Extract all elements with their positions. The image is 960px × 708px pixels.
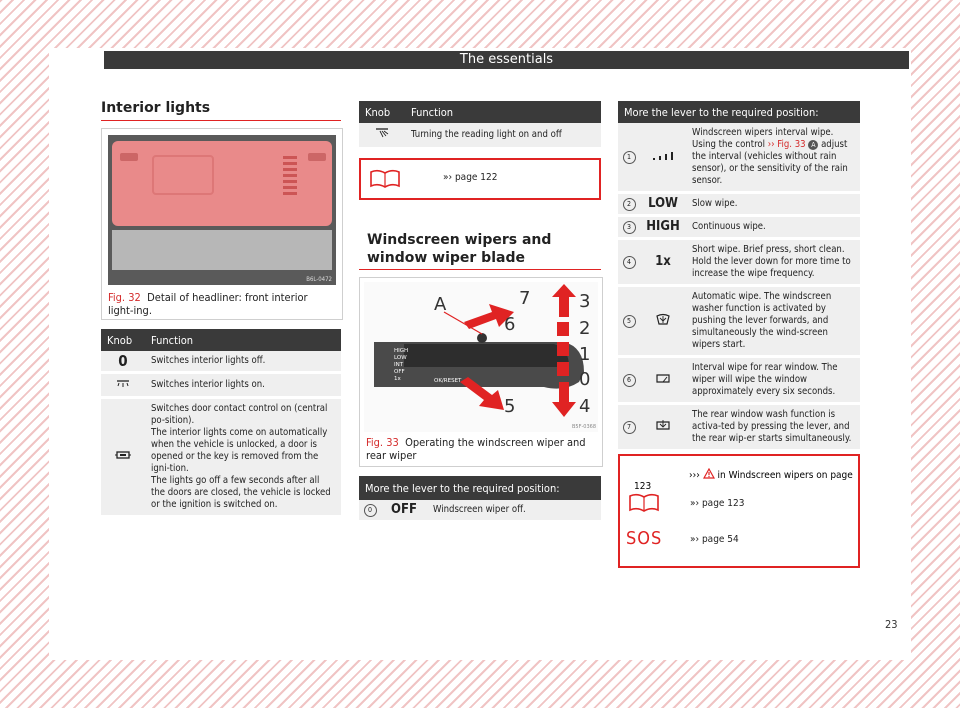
position-circle: 4 bbox=[623, 256, 636, 269]
col-knob-header: Knob bbox=[101, 329, 145, 351]
lever-position-table-0 bbox=[359, 476, 601, 523]
callout-1: 1 bbox=[579, 344, 591, 365]
figure-caption bbox=[108, 291, 336, 317]
stalk-label-high: HIGH bbox=[394, 348, 409, 354]
position-number bbox=[618, 239, 640, 286]
high-icon: HIGH bbox=[640, 216, 686, 239]
stalk-label-int: INT bbox=[394, 362, 404, 368]
page-ref-text: page 123 bbox=[701, 498, 745, 509]
table-row bbox=[101, 373, 341, 398]
low-icon: LOW bbox=[640, 193, 686, 216]
lever-table-header: More the lever to the required position: bbox=[618, 101, 860, 123]
warning-ref-text: in Windscreen wipers on page 123 bbox=[634, 470, 853, 492]
col-knob-header: Knob bbox=[359, 101, 405, 123]
page bbox=[49, 48, 911, 660]
position-number bbox=[618, 193, 640, 216]
caption-text: Operating the windscreen wiper and rear wiper bbox=[366, 436, 586, 462]
callout-2: 2 bbox=[579, 318, 591, 339]
row-text-part: adjust the interval (vehicles without rain sensor), or the sensitivity of the rain sensor. bbox=[692, 139, 848, 186]
lever-position-table bbox=[618, 101, 860, 452]
row-text: Switches interior lights on. bbox=[145, 373, 341, 398]
caption-fig-label: Fig. 32 bbox=[108, 291, 141, 304]
callout-badge: A bbox=[808, 140, 818, 150]
position-circle: 2 bbox=[623, 198, 636, 211]
row-text-part: Windscreen wipers interval wipe. Using the control bbox=[692, 127, 834, 150]
position-number bbox=[618, 286, 640, 357]
wiper-stalk-diagram bbox=[364, 282, 598, 432]
image-code: B5F-0368 bbox=[572, 424, 597, 430]
page-number: 23 bbox=[885, 618, 898, 631]
row-text: Continuous wipe. bbox=[686, 216, 860, 239]
sos-ref-link[interactable]: »› page 54 bbox=[690, 534, 739, 545]
row-text: The rear window wash function is activa-ted by pressing the lever, and the rear wip-er starts simultaneously. bbox=[686, 404, 860, 451]
washer-icon bbox=[640, 286, 686, 357]
table-row bbox=[618, 286, 860, 357]
section-divider bbox=[101, 120, 341, 121]
section-title-interior-lights: Interior lights bbox=[101, 100, 211, 116]
page-ref-text: page 122 bbox=[454, 172, 498, 183]
stalk-ok-reset: OK/RESET bbox=[434, 378, 462, 384]
section-title-wipers: Windscreen wipers and window wiper blade bbox=[367, 232, 552, 266]
stalk-label-low: LOW bbox=[394, 355, 407, 361]
single-wipe-icon: 1x bbox=[640, 239, 686, 286]
warning-icon bbox=[703, 468, 715, 479]
col-function-header: Function bbox=[145, 329, 341, 351]
book-icon bbox=[628, 492, 662, 514]
interior-light-icon bbox=[101, 373, 145, 398]
position-number bbox=[618, 357, 640, 404]
row-text: Automatic wipe. The windscreen washer function is activated by pushing the lever forwards, and simultaneously the wind-screen wipers start. bbox=[686, 286, 860, 357]
position-circle: 6 bbox=[623, 374, 636, 387]
callout-A: A bbox=[434, 294, 447, 315]
off-icon: OFF bbox=[381, 500, 427, 522]
callout-7: 7 bbox=[519, 288, 531, 309]
caption-text: Detail of headliner: front interior light-ing. bbox=[108, 291, 308, 317]
rear-wiper-icon bbox=[640, 357, 686, 404]
section-divider bbox=[359, 269, 601, 270]
headliner-photo bbox=[108, 135, 336, 285]
page-reference-box bbox=[359, 158, 601, 200]
image-code: B6L-0472 bbox=[306, 276, 332, 283]
warning-ref[interactable]: ››› in Windscreen wipers on page 123 bbox=[634, 470, 853, 492]
callout-5: 5 bbox=[504, 396, 516, 417]
callout-0: 0 bbox=[579, 369, 591, 390]
references-box bbox=[618, 454, 860, 568]
table-row bbox=[618, 193, 860, 216]
zero-icon: 0 bbox=[101, 351, 145, 373]
table-row bbox=[359, 123, 601, 149]
interval-icon bbox=[640, 123, 686, 193]
table-row bbox=[359, 500, 601, 522]
figure-33 bbox=[359, 277, 603, 467]
position-circle: 0 bbox=[364, 504, 377, 517]
row-text: Switches door contact control on (central po-sition). The interior lights come on automatically when the vehicle is unlocked, a door is opened or the key is removed from the igni-tion. The lights go off a few seconds after all the doors are closed, the vehicle is locked or the ignition is switched on. bbox=[145, 398, 341, 517]
col-function-header: Function bbox=[405, 101, 601, 123]
header-title: The essentials bbox=[104, 51, 909, 69]
table-row bbox=[618, 239, 860, 286]
reading-light-icon bbox=[359, 123, 405, 149]
position-circle: 7 bbox=[623, 421, 636, 434]
book-icon bbox=[369, 168, 403, 190]
row-text: Short wipe. Brief press, short clean. Hold the lever down for more time to increase the wipe frequency. bbox=[686, 239, 860, 286]
table-row bbox=[618, 404, 860, 451]
row-text: Turning the reading light on and off bbox=[405, 123, 601, 149]
row-text: Windscreen wiper off. bbox=[427, 500, 601, 522]
row-text: Interval wipe for rear window. The wiper will wipe the window approximately every six seconds. bbox=[686, 357, 860, 404]
table-row bbox=[101, 398, 341, 517]
position-number bbox=[618, 123, 640, 193]
rear-washer-icon bbox=[640, 404, 686, 451]
row-text bbox=[686, 123, 860, 193]
reading-light-table bbox=[359, 101, 601, 150]
table-row bbox=[618, 216, 860, 239]
position-circle: 5 bbox=[623, 315, 636, 328]
position-circle: 3 bbox=[623, 221, 636, 234]
sos-ref-text: page 54 bbox=[701, 534, 739, 545]
position-number bbox=[618, 216, 640, 239]
table-row bbox=[101, 351, 341, 373]
table-row bbox=[618, 123, 860, 193]
fig-ref-text: Fig. 33 bbox=[777, 139, 806, 150]
row-text: Switches interior lights off. bbox=[145, 351, 341, 373]
caption-fig-label: Fig. 33 bbox=[366, 436, 399, 449]
door-contact-icon bbox=[101, 398, 145, 517]
position-number bbox=[359, 500, 381, 522]
lever-table-header: More the lever to the required position: bbox=[359, 476, 601, 500]
position-number bbox=[618, 404, 640, 451]
stalk-label-1x: 1x bbox=[394, 376, 401, 382]
callout-3: 3 bbox=[579, 291, 591, 312]
page-ref-link[interactable]: »› page 122 bbox=[443, 172, 498, 183]
row-text: Slow wipe. bbox=[686, 193, 860, 216]
callout-6: 6 bbox=[504, 314, 516, 335]
knob-function-table bbox=[101, 329, 341, 518]
position-circle: 1 bbox=[623, 151, 636, 164]
stalk-label-off: OFF bbox=[394, 369, 405, 375]
callout-4: 4 bbox=[579, 396, 591, 417]
figure-caption bbox=[366, 436, 596, 462]
table-row bbox=[618, 357, 860, 404]
page-ref-link[interactable]: »› page 123 bbox=[690, 498, 745, 509]
sos-icon: SOS bbox=[626, 528, 663, 549]
figure-32 bbox=[101, 128, 343, 320]
fig-ref-link[interactable]: ›› Fig. 33 bbox=[767, 139, 806, 150]
